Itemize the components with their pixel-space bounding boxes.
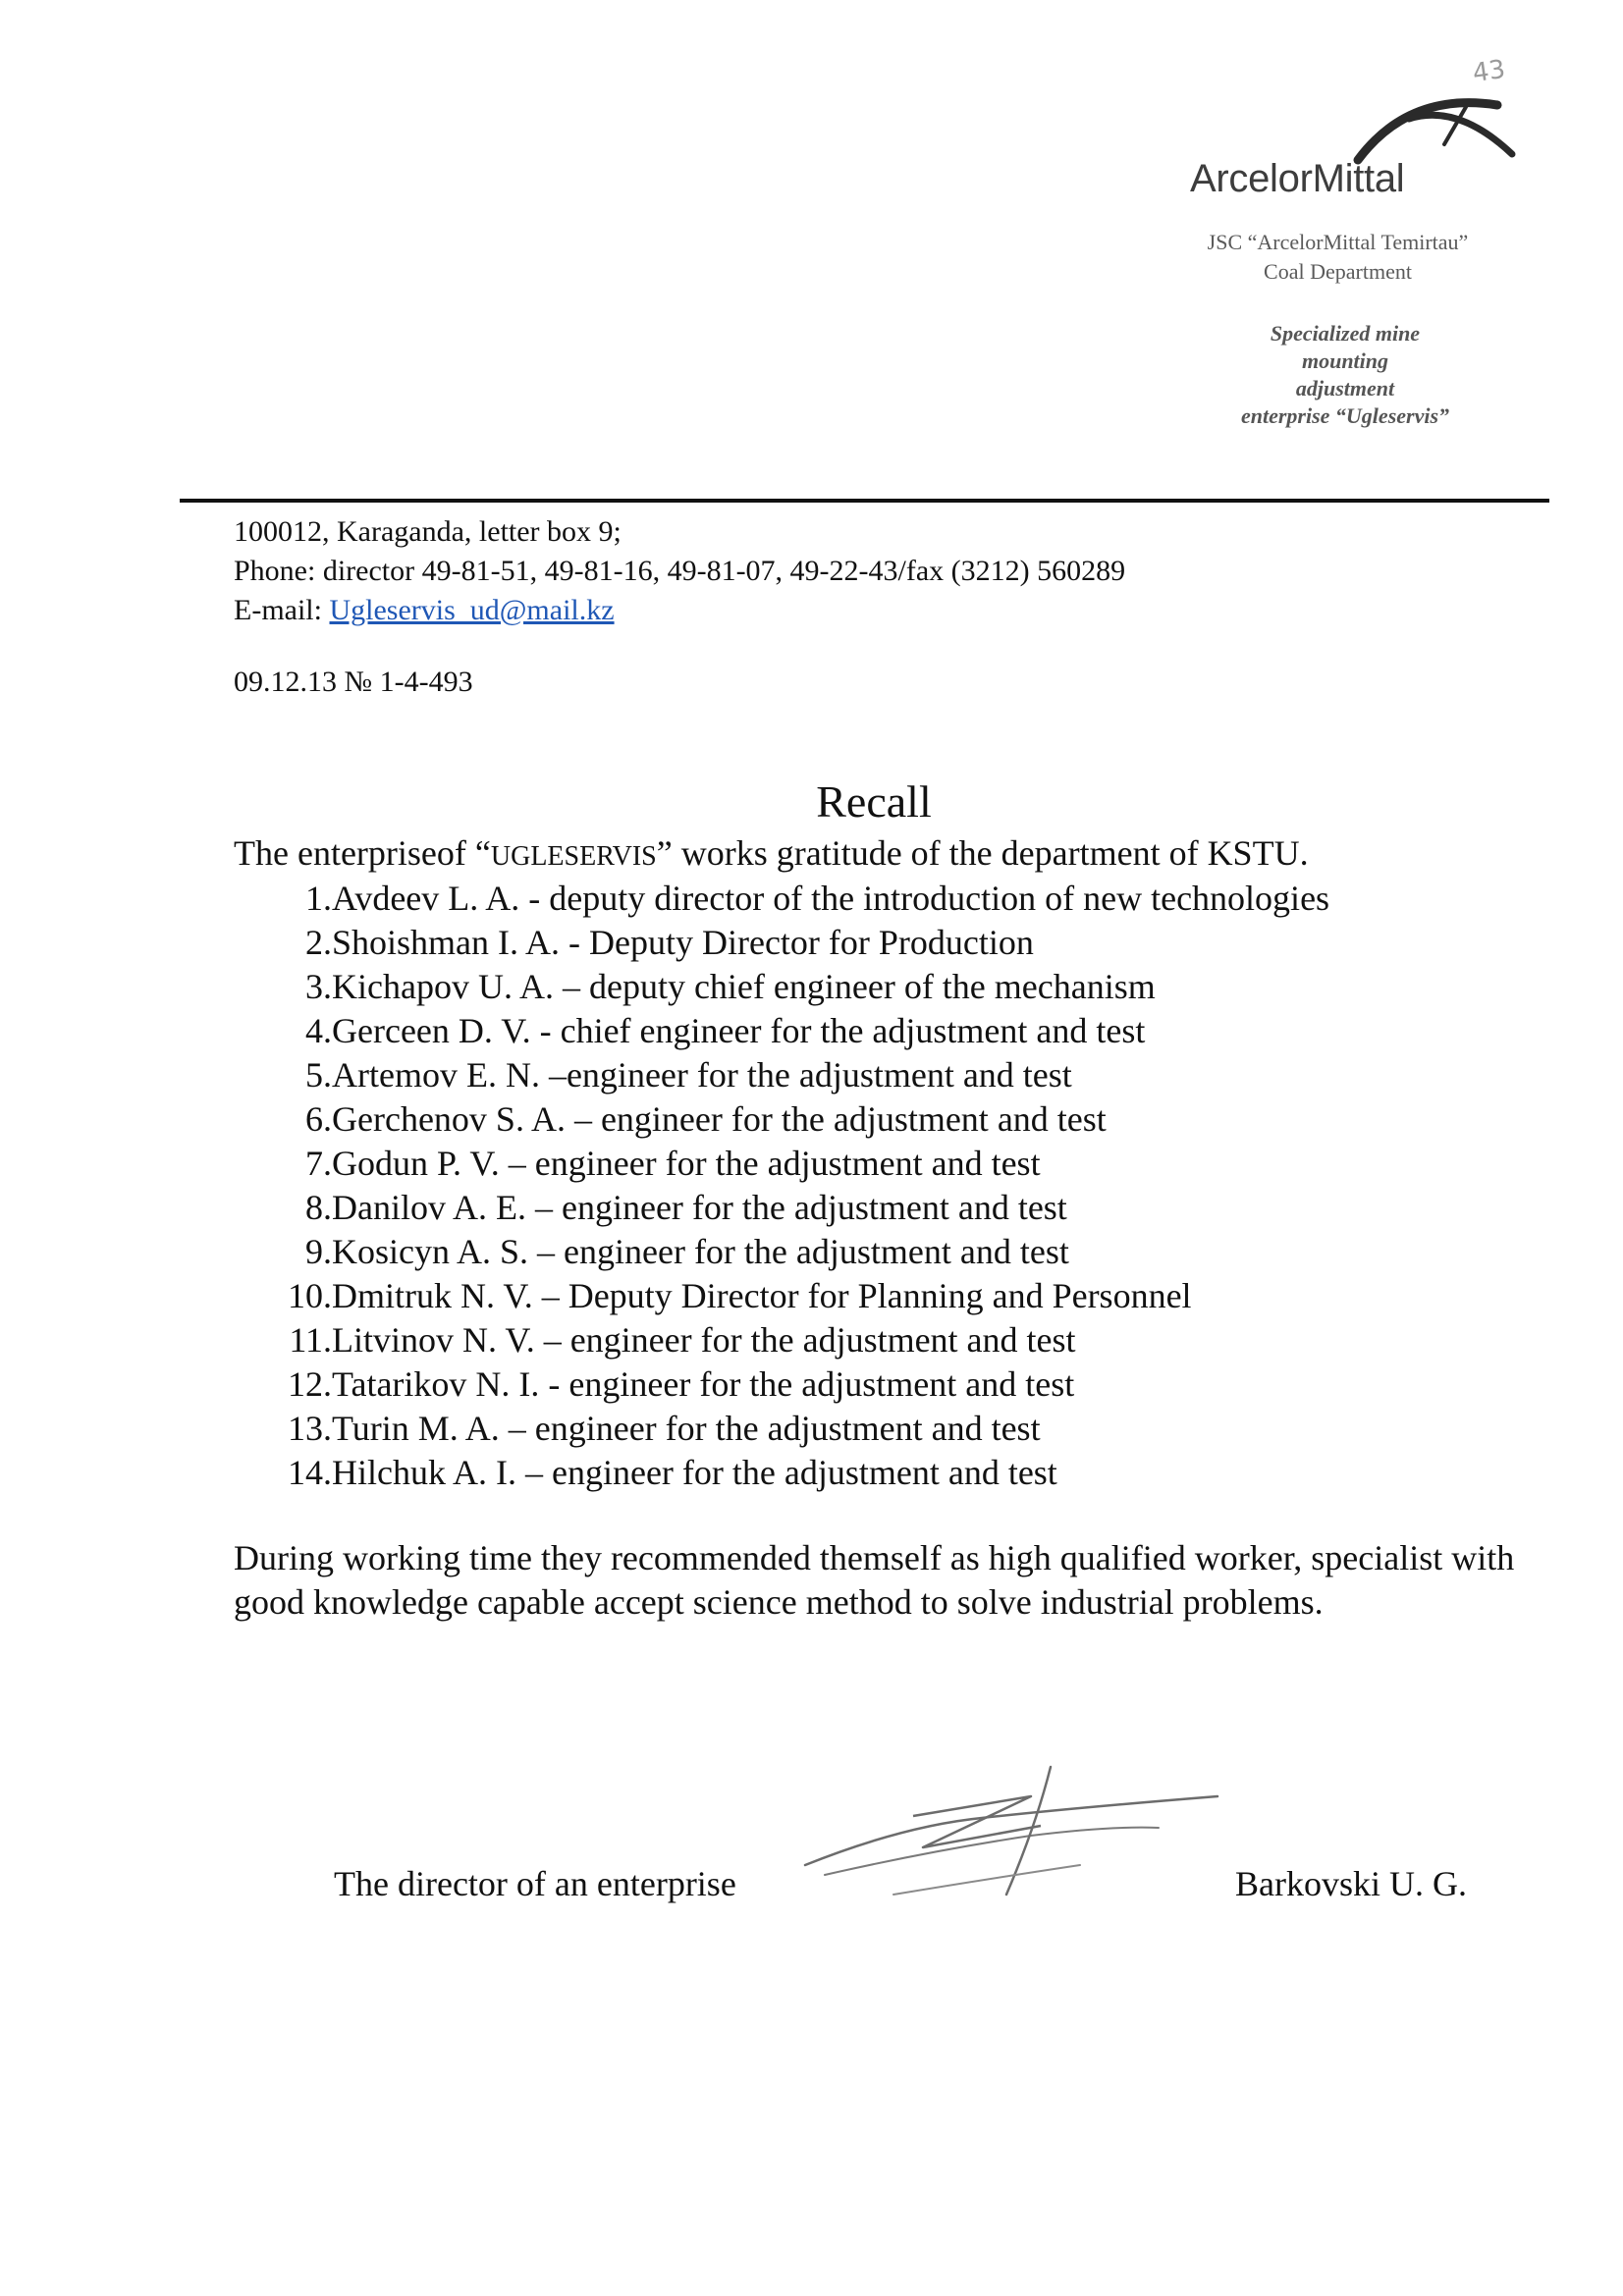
list-item — [234, 1362, 1329, 1407]
list-text: Kichapov U. A. – deputy chief engineer of the mechanism — [332, 967, 1156, 1006]
list-item — [234, 921, 1329, 965]
list-number: 4. — [305, 1011, 332, 1050]
closing-paragraph: During working time they recommended themself as high qualified worker, specialist with good knowledge capable accept science method to solve industrial problems. — [234, 1538, 1515, 1622]
list-text: Avdeev L. A. - deputy director of the introduction of new technologies — [332, 879, 1330, 918]
list-number: 1. — [305, 879, 332, 918]
list-item — [234, 1318, 1329, 1362]
list-item — [234, 1407, 1329, 1451]
reference-number: 09.12.13 № 1-4-493 — [234, 666, 473, 698]
list-number: 8. — [305, 1188, 332, 1227]
list-item — [234, 1053, 1329, 1097]
list-item — [234, 877, 1329, 921]
email-line — [234, 591, 1125, 630]
list-text: Hilchuk A. I. – engineer for the adjustment and test — [332, 1453, 1057, 1492]
address-line: 100012, Karaganda, letter box 9; — [234, 515, 622, 548]
list-item — [234, 1230, 1329, 1274]
list-item — [234, 965, 1329, 1009]
list-text: Dmitruk N. V. – Deputy Director for Planning and Personnel — [332, 1276, 1192, 1315]
subdivision-line: Specialized mine — [1270, 321, 1421, 346]
list-item — [234, 1097, 1329, 1142]
handwritten-page-mark: 43 — [1471, 54, 1508, 89]
staff-list — [234, 877, 1329, 1495]
list-text: Litvinov N. V. – engineer for the adjustment and test — [332, 1320, 1076, 1360]
email-link[interactable]: Ugleservis_ud@mail.kz — [329, 594, 615, 626]
list-number: 13. — [288, 1409, 332, 1448]
list-number: 14. — [288, 1453, 332, 1492]
phone-line: Phone: director 49-81-51, 49-81-16, 49-81-07, 49-22-43/fax (3212) 560289 — [234, 555, 1126, 587]
list-text: Godun P. V. – engineer for the adjustment and test — [332, 1144, 1041, 1183]
list-number: 6. — [305, 1099, 332, 1139]
organization-block — [1154, 228, 1522, 287]
signatory-role: The director of an enterprise — [334, 1864, 736, 1903]
enterprise-name: UGLESERVIS — [490, 841, 657, 872]
list-text: Danilov A. E. – engineer for the adjustment and test — [332, 1188, 1067, 1227]
signatory-name: Barkovski U. G. — [1235, 1864, 1467, 1903]
list-number: 10. — [288, 1276, 332, 1315]
list-number: 5. — [305, 1055, 332, 1095]
list-number: 2. — [305, 923, 332, 962]
subdivision-line: enterprise “Ugleservis” — [1240, 403, 1450, 428]
header-divider — [180, 499, 1549, 503]
list-text: Artemov E. N. –engineer for the adjustment and test — [332, 1055, 1072, 1095]
organization-line: JSC “ArcelorMittal Temirtau” — [1207, 230, 1469, 254]
intro-paragraph — [234, 832, 1309, 874]
list-text: Kosicyn A. S. – engineer for the adjustment and test — [332, 1232, 1069, 1271]
list-text: Tatarikov N. I. - engineer for the adjustment and test — [332, 1364, 1075, 1404]
intro-text: The enterpriseof “ — [234, 833, 491, 873]
list-text: Shoishman I. A. - Deputy Director for Production — [332, 923, 1034, 962]
list-text: Gerchenov S. A. – engineer for the adjustment and test — [332, 1099, 1107, 1139]
list-item — [234, 1142, 1329, 1186]
list-item — [234, 1451, 1329, 1495]
list-text: Gerceen D. V. - chief engineer for the adjustment and test — [332, 1011, 1146, 1050]
list-number: 11. — [289, 1320, 332, 1360]
subdivision-line: adjustment — [1295, 376, 1395, 400]
list-number: 7. — [305, 1144, 332, 1183]
contact-block — [234, 512, 1125, 630]
organization-line: Coal Department — [1264, 259, 1412, 284]
company-logo-text: ArcelorMittal — [1190, 157, 1405, 200]
handwritten-signature — [785, 1757, 1237, 1914]
document-title: Recall — [816, 776, 932, 827]
subdivision-block — [1183, 320, 1507, 430]
list-text: Turin M. A. – engineer for the adjustment and test — [332, 1409, 1041, 1448]
list-number: 3. — [305, 967, 332, 1006]
list-number: 9. — [305, 1232, 332, 1271]
list-item — [234, 1186, 1329, 1230]
intro-text: ” works gratitude of the department of KSTU. — [656, 833, 1309, 873]
subdivision-line: mounting — [1301, 348, 1389, 373]
list-number: 12. — [288, 1364, 332, 1404]
list-item — [234, 1009, 1329, 1053]
list-item — [234, 1274, 1329, 1318]
email-label: E-mail: — [234, 594, 330, 626]
